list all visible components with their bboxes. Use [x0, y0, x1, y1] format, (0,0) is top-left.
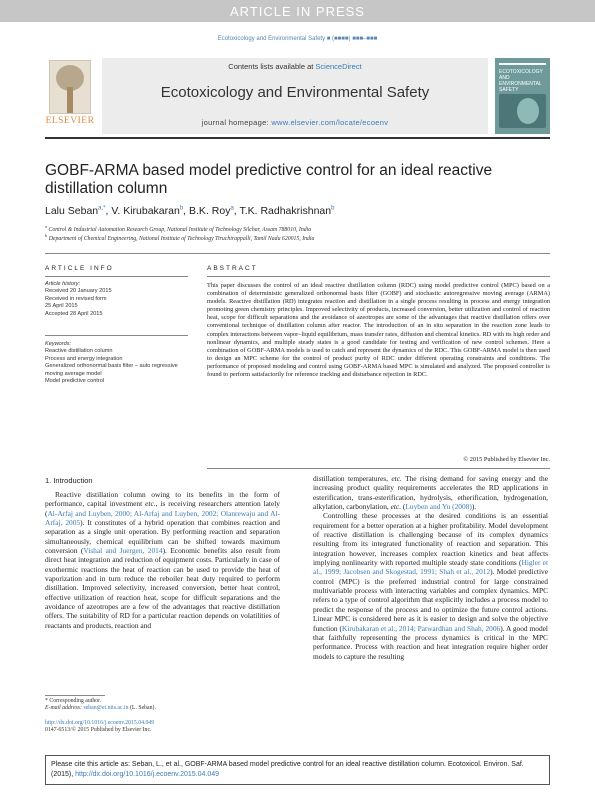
article-info-heading: ARTICLE INFO: [45, 265, 114, 272]
contents-prefix: Contents lists available at: [228, 62, 316, 71]
cite-text: Please cite this article as: Seban, L., et al., GOBF-ARMA based model predictive control for an ideal reactive distillation column. Ecotoxicol. Environ. Saf. (2015),: [51, 761, 524, 778]
author-name[interactable]: B.K. Roy: [189, 205, 231, 217]
introduction-heading: 1. Introduction: [45, 476, 93, 485]
keyword-item: Reactive distillation column: [45, 348, 113, 355]
keyword-item: Generalized orthonormal basis filter – auto regressive moving average model: [45, 363, 178, 377]
journal-masthead: [45, 58, 550, 134]
paragraph: Controlling these processes at the desired conditions is an essential requirement for a better operation at a higher profitability. Model development of reactive distillation is challenging because of its complex dynamics resulting from its integrated functionality of reaction and separation. This integration however, increases complex reaction kinetics and heat affects implying nonlinearity with reported multiple steady state conditions (Higler et al., 1999; Jacobsen and Skogestad, 1991; Shah et al., 2012). Model predictive control (MPC) is the preferred industrial control for large constrained multivariable process with interacting variables and complex dynamics. MPC refers to a type of control algorithm that explicitly includes a process model to predict the response of the process and to optimize the future control actions. Linear MPC is considered here as it is easier to design and solve the objective function (Kirubakaran et al., 2014; Patwardhan and Shah, 2006). A good model that faithfully representing the process dynamics is critical in the MPC performance. Process with reaction and heat integration require higher order models to capture the resulting: [313, 511, 549, 661]
journal-citation-header[interactable]: Ecotoxicology and Environmental Safety ■ (■■■■) ■■■–■■■: [217, 36, 378, 42]
abstract-text: This paper discusses the control of an ideal reactive distillation column (RDC) using model predictive control (MPC) based on a combination of deterministic generalized orthonormal basis filter (GOBF) and stochastic autoregressive moving average (ARMA) models. Reactive distillation (RD) integrates reaction and distillation in a single process resulting in process and energy integration promoting green chemistry principles. Improved selectivity of products, increased conversion, better utilization and control of reaction heat, scope for difficult separations and the avoidance of azeotropes are some of the advantages that reactive distillation offers over conventional technique of distillation column after reactor. The introduction of an in situ separation in the reaction zone leads to complex interactions between vapor–liquid equilibrium, mass transfer rates, diffusion and chemical kinetics. RD with its high order and nonlinear dynamics, and multiple steady states is a good candidate for testing and verification of new control schemes. Here a combination of GOBF-ARMA models is used to catch and represent the dynamics of the RDC. This GOBF-ARMA model is then used to design an MPC scheme for the control of product purity of RDC under different operating constraints and conditions. The performance of proposed modeling and control using GOBF-ARMA based MPC is simulated and analyzed. The proposed controller is found to perform satisfactorily for reference tracking and disturbance rejection in RDC.: [207, 282, 550, 379]
article-info-rule: [45, 276, 188, 277]
masthead-info-panel: [102, 58, 488, 134]
keyword-item: Model predictive control: [45, 378, 105, 385]
author-affiliation-mark[interactable]: a,*: [98, 205, 106, 212]
reference-link[interactable]: Kirubakaran et al., 2014; Patwardhan and Shah, 2006: [341, 623, 501, 633]
history-label: Article history:: [45, 281, 81, 287]
article-title: GOBF-ARMA based model predictive control for an ideal reactive distillation column: [45, 162, 493, 197]
reference-link[interactable]: Vishal and Juergen, 2014: [83, 546, 163, 556]
footnote-rule: [45, 695, 105, 696]
cover-title: ECOTOXICOLOGY AND ENVIRONMENTAL SAFETY: [499, 69, 543, 93]
corresponding-author-note: * Corresponding author. E-mail address: seban@ei.nits.ac.in (L. Seban).: [45, 698, 156, 712]
body-column-left: [45, 490, 280, 630]
reference-link[interactable]: Higler et al., 1999; Jacobsen and Skogestad, 1991; Shah et al., 2012: [313, 558, 549, 577]
abstract-rule: [207, 276, 550, 277]
affiliation-rule: [45, 253, 550, 254]
keywords-rule: [45, 335, 188, 336]
keywords-block: [45, 341, 185, 385]
affiliation: $^b$ Department of Chemical Engineering, National Institute of Technology Tiruchirappalli, Tamil Nadu 620015, India: [45, 233, 315, 242]
author-affiliation-mark[interactable]: b: [179, 205, 184, 212]
cite-this-article-box: [45, 755, 550, 785]
reference-link[interactable]: Luyben and Yu (2008): [405, 502, 472, 512]
homepage-line: [102, 118, 488, 127]
cite-doi-link[interactable]: http://dx.doi.org/10.1016/j.ecoenv.2015.04.049: [75, 771, 219, 778]
homepage-prefix: journal homepage:: [201, 118, 272, 127]
keyword-item: Process and energy integration: [45, 355, 123, 362]
journal-cover-thumbnail[interactable]: [495, 58, 550, 134]
affiliation: $^a$ Control & Industrial Automation Research Group, National Institute of Technology Silchar, Assam 788010, India: [45, 224, 312, 233]
banner-text: ARTICLE IN PRESS: [230, 4, 365, 19]
elsevier-tree-icon: [49, 60, 91, 114]
abstract-heading: ABSTRACT: [207, 265, 258, 272]
elsevier-logo[interactable]: [45, 58, 95, 134]
history-item: 25 April 2015: [45, 303, 78, 310]
author-affiliation-mark[interactable]: a: [230, 205, 234, 212]
email-link[interactable]: seban@ei.nits.ac.in: [83, 705, 129, 712]
journal-name: Ecotoxicology and Environmental Safety: [160, 84, 430, 101]
reference-link[interactable]: Al-Arfaj and Luyben, 2000; Al-Arfaj and Luyben, 2002; Olanrewaju and Al-Arfaj, 2005: [45, 508, 280, 528]
paragraph: distillation temperatures, etc. The rising demand for saving energy and the increasing product quality requirements accelerates the RD applications in esterification, trans-esterification, hydrolysis, etherification, hydrogenation, alkylation, carbonylation, etc. (Luyben and Yu (2008)).: [313, 474, 548, 512]
author-name[interactable]: Lalu Seban: [45, 205, 99, 217]
sciencedirect-link[interactable]: ScienceDirect: [315, 62, 362, 71]
journal-homepage-link[interactable]: www.elsevier.com/locate/ecoenv: [271, 118, 389, 127]
keywords-label: Keywords:: [45, 341, 72, 347]
history-item: Accepted 28 April 2015: [45, 310, 103, 317]
body-column-right: [313, 474, 548, 661]
history-item: Received 20 January 2015: [45, 288, 112, 295]
doi-link[interactable]: http://dx.doi.org/10.1016/j.ecoenv.2015.04.049: [45, 720, 155, 726]
author-name[interactable]: V. Kirubakaran: [111, 205, 180, 217]
masthead-rule: [45, 137, 550, 139]
issn-line: 0147-6513/© 2015 Published by Elsevier Inc.: [45, 727, 152, 734]
author-affiliation-mark[interactable]: b: [331, 205, 335, 212]
doi-note: [45, 720, 280, 735]
contents-line: [102, 62, 488, 71]
history-item: Received in revised form: [45, 295, 107, 302]
article-history: [45, 281, 185, 318]
article-in-press-banner: [0, 0, 595, 22]
abstract-copyright: © 2015 Published by Elsevier Inc.: [463, 456, 550, 463]
paragraph: Reactive distillation column owing to its benefits in the form of performance, capital investment etc., is receiving researchers attention lately (Al-Arfaj and Luyben, 2000; Al-Arfaj and Luyben, 2002; Olanrewaju and Al-Arfaj, 2005). It constitutes of a hybrid operation that combines reaction and separation as a single unit operation. By performing reaction and separation simultaneously, chemical equilibrium can be shifted towards maximum conversion (Vishal and Juergen, 2014). Economic benefits also result from direct heat integration and reduction of equipment costs. Particularly in case of exothermic reactions the heat of reaction can be used to provide the heat of vaporization and in turn reduce the reboiler heat duty required to perform distillation. Improved selectivity, increased conversion, better heat control, effective utilization of reaction heat, scope for difficult separations and the avoidance of azeotropes are a few of the advantages that reactive distillation offers. The suitability of RD for a particular reaction depends on volatilities of reactants and products, reaction and: [45, 490, 280, 630]
author-list: Lalu Seban$^{a,*}$, V. Kirubakaran$^b$, B.K. Roy$^a$, T.K. Radhakrishnan$^b$: [45, 205, 335, 217]
abstract-end-rule: [207, 468, 550, 469]
author-name[interactable]: T.K. Radhakrishnan: [239, 205, 332, 217]
publisher-name: ELSEVIER: [45, 116, 95, 126]
